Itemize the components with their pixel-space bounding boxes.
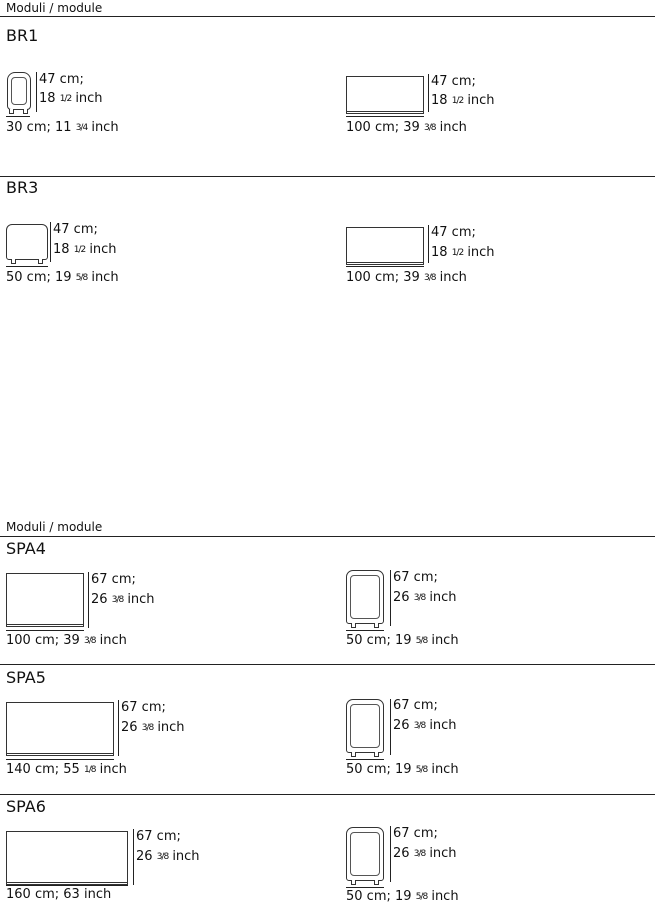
width-marker — [346, 887, 384, 888]
height-inch: 18 1/2 inch — [39, 91, 103, 106]
height-cm: 47 cm; — [39, 72, 84, 87]
module-drawing-spa5-armchair — [346, 699, 386, 757]
height-inch: 26 3/8 inch — [136, 849, 200, 864]
width-dimension: 100 cm; 39 3/8 inch — [346, 120, 467, 135]
width-marker — [6, 759, 114, 760]
height-marker — [118, 700, 119, 756]
height-marker — [88, 572, 89, 628]
width-dimension: 140 cm; 55 1/8 inch — [6, 762, 127, 777]
width-marker — [6, 885, 128, 886]
section-rule — [0, 664, 655, 665]
height-inch: 26 3/8 inch — [393, 590, 457, 605]
section-code: SPA4 — [6, 539, 46, 558]
height-marker — [428, 74, 429, 112]
height-inch: 26 3/8 inch — [91, 592, 155, 607]
width-dimension: 160 cm; 63 inch — [6, 887, 112, 902]
module-drawing-br1-bench — [346, 76, 424, 112]
section-rule — [0, 794, 655, 795]
height-marker — [390, 826, 391, 882]
height-marker — [36, 72, 37, 112]
height-cm: 67 cm; — [393, 698, 438, 713]
module-drawing-br3-bench — [346, 227, 424, 263]
height-cm: 67 cm; — [121, 700, 166, 715]
height-marker — [50, 222, 51, 262]
height-inch: 26 3/8 inch — [393, 718, 457, 733]
height-marker — [428, 225, 429, 263]
page-header: Moduli / module — [6, 1, 103, 15]
height-inch: 26 3/8 inch — [393, 846, 457, 861]
width-marker — [6, 266, 48, 267]
height-cm: 67 cm; — [393, 826, 438, 841]
module-drawing-spa4-sofa — [6, 573, 84, 625]
width-dimension: 50 cm; 19 5/8 inch — [346, 633, 459, 648]
width-marker — [6, 630, 84, 631]
module-drawing-spa6-armchair — [346, 827, 386, 885]
width-dimension: 50 cm; 19 5/8 inch — [346, 889, 459, 904]
page-header: Moduli / module — [6, 520, 103, 534]
header-rule — [0, 536, 655, 537]
width-dimension: 100 cm; 39 3/8 inch — [6, 633, 127, 648]
height-marker — [133, 829, 134, 885]
width-marker — [346, 759, 384, 760]
width-dimension: 30 cm; 11 3/4 inch — [6, 120, 119, 135]
module-drawing-spa6-sofa — [6, 831, 128, 883]
section-code: BR1 — [6, 26, 39, 45]
height-marker — [390, 570, 391, 626]
height-marker — [390, 699, 391, 755]
height-inch: 18 1/2 inch — [431, 93, 495, 108]
height-inch: 18 1/2 inch — [431, 245, 495, 260]
module-drawing-spa4-armchair — [346, 570, 386, 628]
height-cm: 47 cm; — [431, 225, 476, 240]
width-dimension: 50 cm; 19 5/8 inch — [346, 762, 459, 777]
height-cm: 47 cm; — [53, 222, 98, 237]
section-code: SPA5 — [6, 668, 46, 687]
width-marker — [346, 116, 424, 117]
section-code: SPA6 — [6, 797, 46, 816]
header-rule — [0, 16, 655, 17]
module-drawing-br1-chair — [6, 72, 36, 114]
module-drawing-br3-pouf — [6, 224, 48, 264]
width-dimension: 50 cm; 19 5/8 inch — [6, 270, 119, 285]
width-marker — [6, 116, 30, 117]
height-inch: 18 1/2 inch — [53, 242, 117, 257]
height-cm: 67 cm; — [136, 829, 181, 844]
width-marker — [346, 630, 384, 631]
height-cm: 67 cm; — [91, 572, 136, 587]
width-dimension: 100 cm; 39 3/8 inch — [346, 270, 467, 285]
section-rule — [0, 176, 655, 177]
height-cm: 67 cm; — [393, 570, 438, 585]
height-cm: 47 cm; — [431, 74, 476, 89]
section-code: BR3 — [6, 178, 39, 197]
module-drawing-spa5-sofa — [6, 702, 114, 754]
width-marker — [346, 266, 424, 267]
height-inch: 26 3/8 inch — [121, 720, 185, 735]
